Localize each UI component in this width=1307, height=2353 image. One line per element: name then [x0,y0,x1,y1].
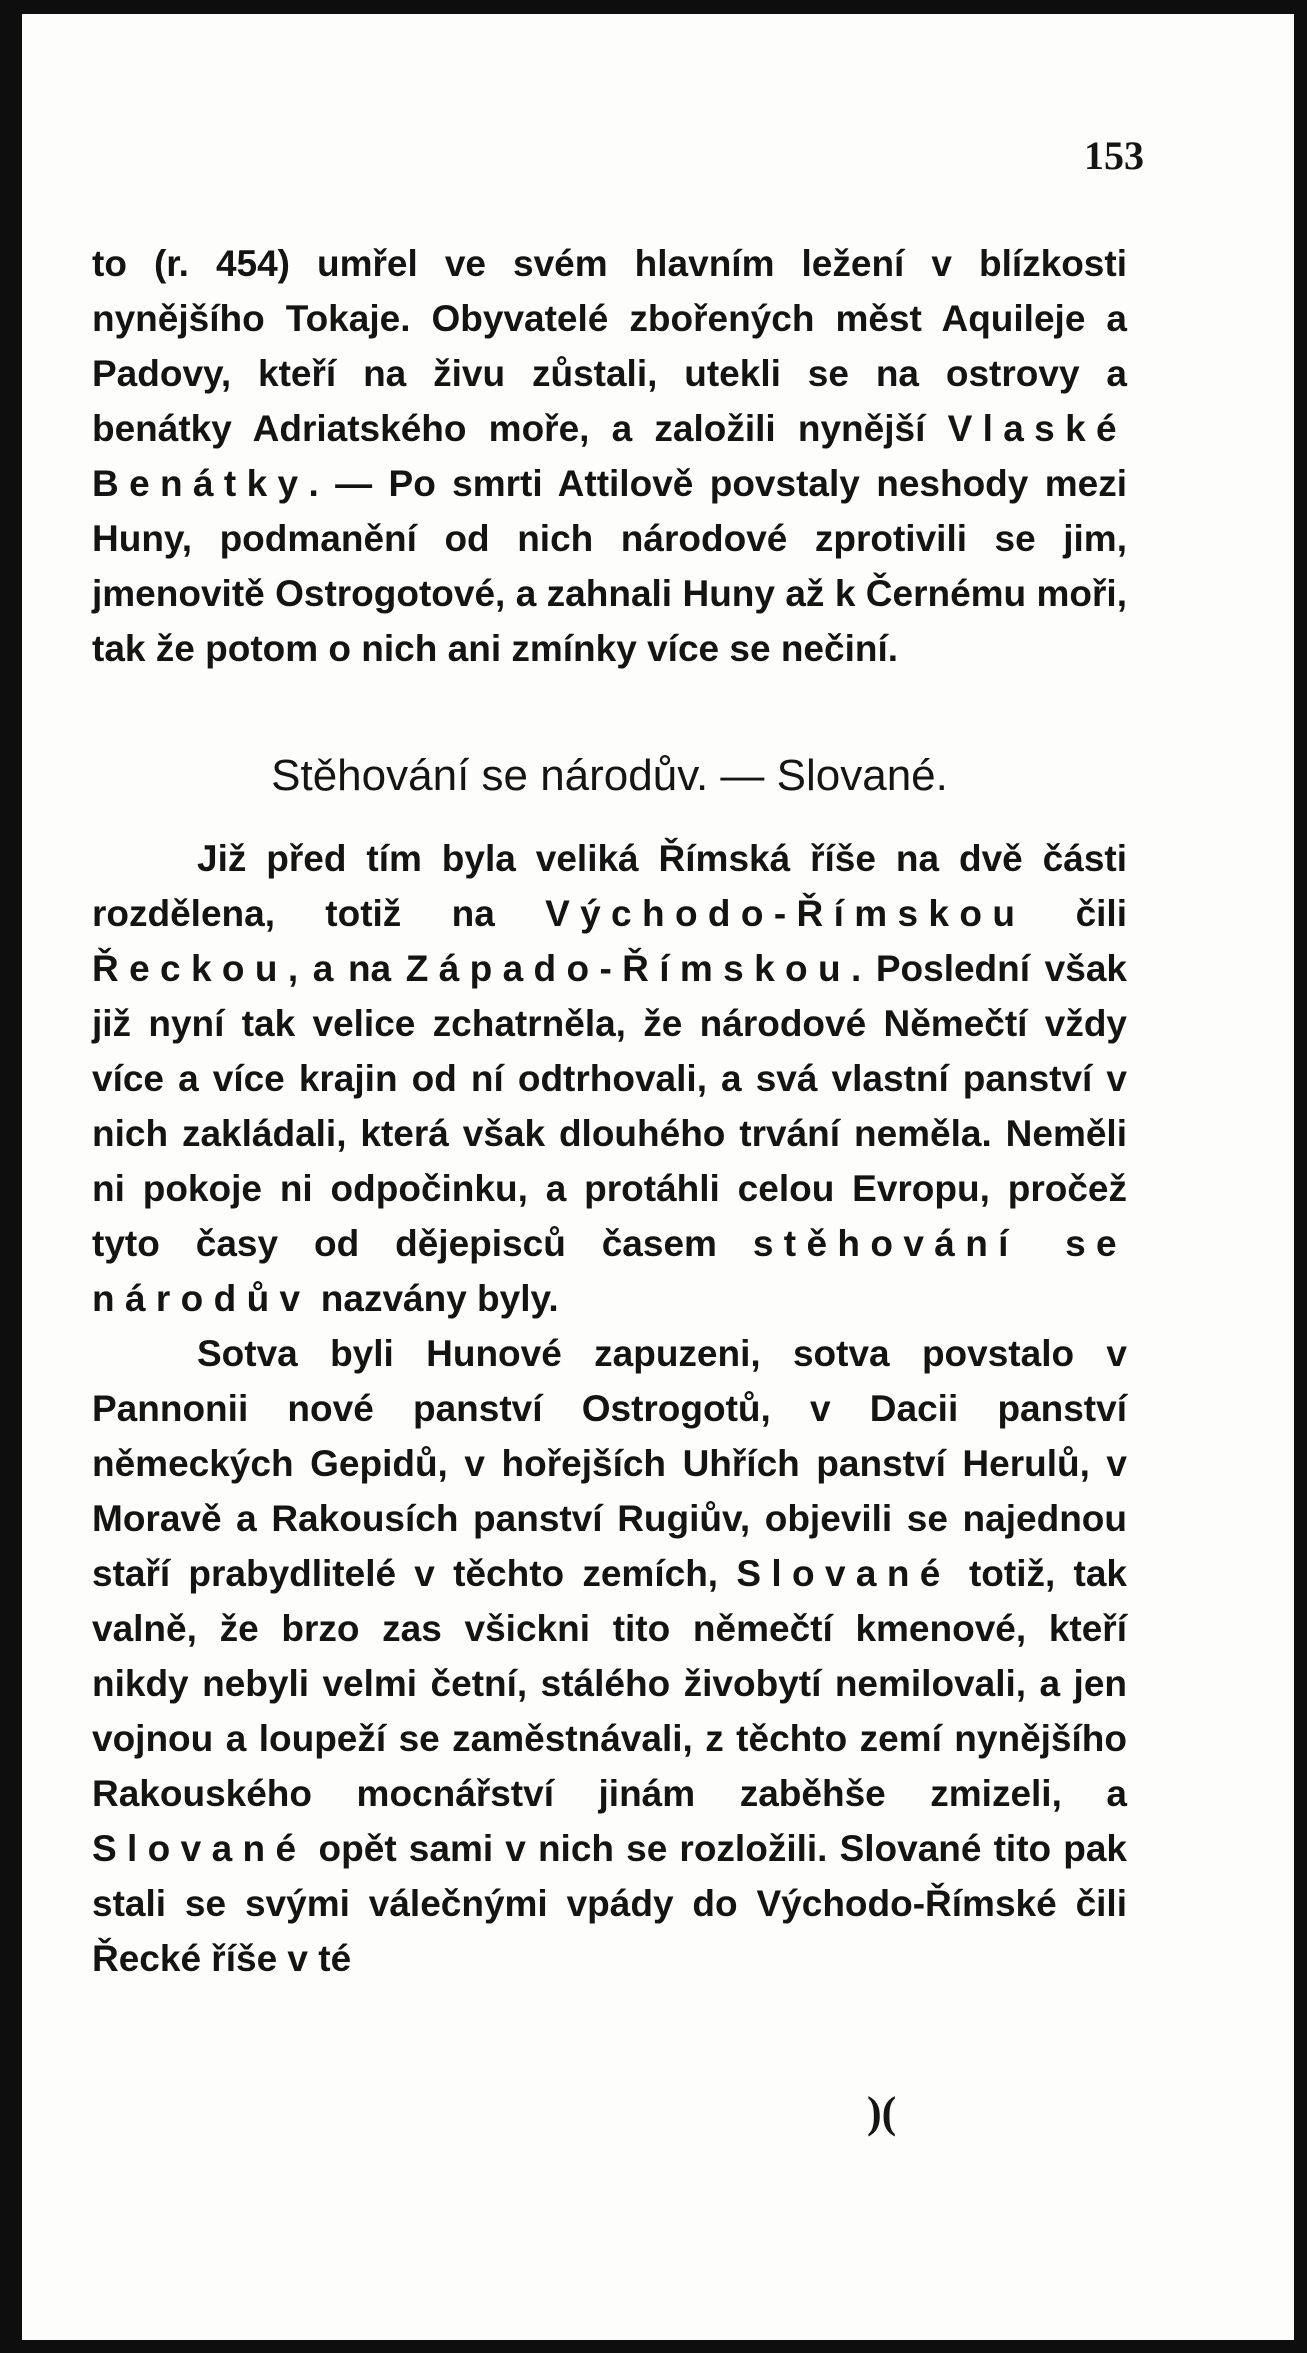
spaced-text: Východo-Římskou [545,893,1026,934]
paragraph-2 [92,831,1127,1326]
book-page [22,14,1294,2340]
text-run: . Poslední však již nyní tak velice zchatrněla, že národové Němečtí vždy více a více krajin od ní odtrhovali, a svá vlastní panství v nich zakládali, která však dlouhého trvání neměla. Neměli ni pokoje ni odpočinku, a protáhli celou Evropu, pročež tyto časy od dějepisců časem [92,948,1127,1264]
spaced-text: Vlaské Benátky [92,408,1127,504]
spaced-text: stěhování se národův [92,1223,1127,1319]
text-run: , a na [287,948,406,989]
section-heading: Stěhování se národův. — Slované. [271,751,948,800]
text-run: . — Po smrti Attilově povstaly neshody mezi Huny, podmanění od nich národové zprotivili se jim, jmenovitě Ostrogotové, a zahnali Huny až k Černému moři, tak že potom o nich ani zmínky více se nečiní. [92,463,1127,669]
spaced-text: Řeckou [92,948,288,989]
text-run: čili [1025,893,1127,934]
paragraph-3 [92,1326,1127,1986]
text-run: Sotva byli Hunové zapuzeni, sotva povstalo v Pannonii nové panství Ostrogotů, v Dacii panství německých Gepidů, v hořejších Uhřích panství Herulů, v Moravě a Rakousích panství Rugiův, objevili se najednou staří prabydlitelé v těchto zemích, [92,1333,1127,1594]
spaced-text: Slované [736,1553,951,1594]
text-run: Již před tím byla veliká Římská říše na dvě části rozdělena, totiž na [92,838,1127,934]
text-run: nazvány byly. [310,1278,559,1319]
text-run: opět sami v nich se rozložili. Slované tito pak stali se svými válečnými vpády do Východo-Římské čili Řecké říše v té [92,1828,1127,1979]
paragraph-1 [92,236,1127,676]
page-number: 153 [1084,133,1144,178]
footer-ornament: )( [867,2088,897,2137]
main-text [92,236,1127,1986]
text-run: to (r. 454) umřel ve svém hlavním ležení v blízkosti nynějšího Tokaje. Obyvatelé zbořených měst Aquileje a Padovy, kteří na živu zůstali, utekli se na ostrovy a benátky Adriatského moře, a založili nynější [92,243,1127,449]
spaced-text: Slované [92,1828,307,1869]
spaced-text: Západo-Římskou [405,948,851,989]
text-run: totiž, tak valně, že brzo zas všickni tito němečtí kmenové, kteří nikdy nebyli velmi četní, stálého živobytí nemilovali, a jen vojnou a loupeží se zaměstnávali, z těchto zemí nynějšího Rakouského mocnářství jinám zaběhše zmizeli, a [92,1553,1127,1814]
